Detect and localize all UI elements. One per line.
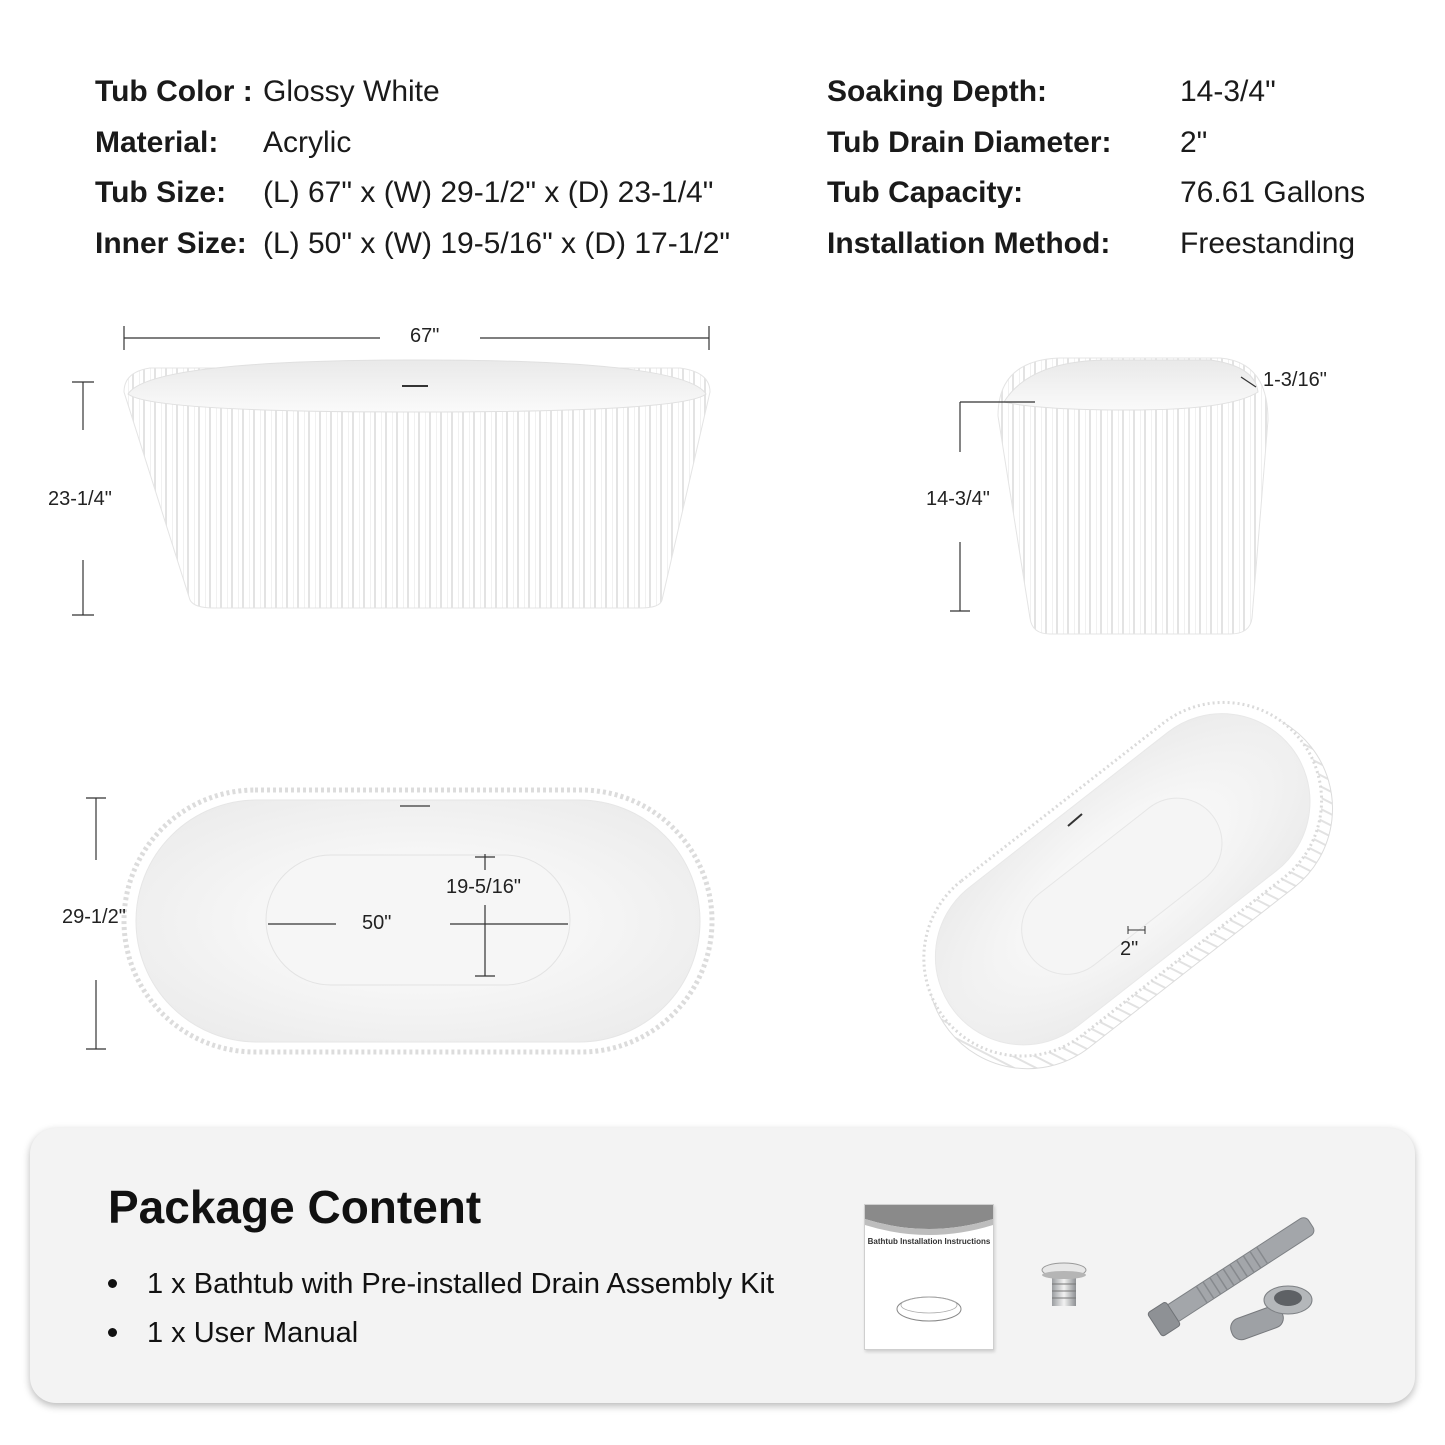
rim-label: 1-3/16"	[1263, 369, 1327, 391]
spec-label: Material:	[95, 126, 219, 159]
package-title: Package Content	[108, 1181, 482, 1233]
package-item-label: 1 x User Manual	[147, 1317, 359, 1349]
angled-view-tub	[881, 660, 1373, 1109]
spec-label: Tub Capacity:	[827, 176, 1024, 209]
length-label: 67"	[410, 325, 440, 347]
spec-label: Tub Color :	[95, 75, 253, 108]
inner-width-label: 19-5/16"	[446, 876, 521, 898]
spec-value: (L) 67" x (W) 29-1/2" x (D) 23-1/4"	[263, 176, 714, 209]
spec-value: (L) 50" x (W) 19-5/16" x (D) 17-1/2"	[263, 227, 731, 260]
spec-value: Freestanding	[1180, 227, 1356, 260]
height-label: 23-1/4"	[48, 488, 112, 510]
spec-label: Soaking Depth:	[827, 75, 1048, 108]
manual-cover-title: Bathtub Installation Instructions	[867, 1237, 991, 1246]
user-manual-image	[864, 1204, 994, 1350]
bullet-icon	[108, 1328, 117, 1337]
spec-value: Glossy White	[263, 75, 440, 108]
drain-pipe-assembly-icon	[1138, 1202, 1338, 1352]
front-view-tub	[124, 360, 710, 608]
spec-value: 2"	[1180, 126, 1208, 159]
spec-value: Acrylic	[263, 126, 352, 159]
side-view-tub	[998, 358, 1268, 634]
package-item-manual	[108, 1317, 358, 1350]
spec-label: Installation Method:	[827, 227, 1111, 260]
spec-value: 76.61 Gallons	[1180, 176, 1366, 209]
package-content-panel	[30, 1128, 1415, 1403]
width-label: 29-1/2"	[62, 906, 126, 928]
drain-stopper-icon	[1034, 1258, 1094, 1318]
package-item-bathtub	[108, 1268, 774, 1301]
spec-value: 14-3/4"	[1180, 75, 1276, 108]
spec-label: Tub Size:	[95, 176, 227, 209]
package-item-label: 1 x Bathtub with Pre-installed Drain Assembly Kit	[147, 1268, 774, 1300]
top-view-tub	[124, 790, 712, 1052]
spec-label: Inner Size:	[95, 227, 247, 260]
drain-label: 2"	[1120, 938, 1139, 960]
inner-length-label: 50"	[362, 912, 392, 934]
spec-label: Tub Drain Diameter:	[827, 126, 1112, 159]
bullet-icon	[108, 1279, 117, 1288]
soaking-depth-label: 14-3/4"	[926, 488, 990, 510]
